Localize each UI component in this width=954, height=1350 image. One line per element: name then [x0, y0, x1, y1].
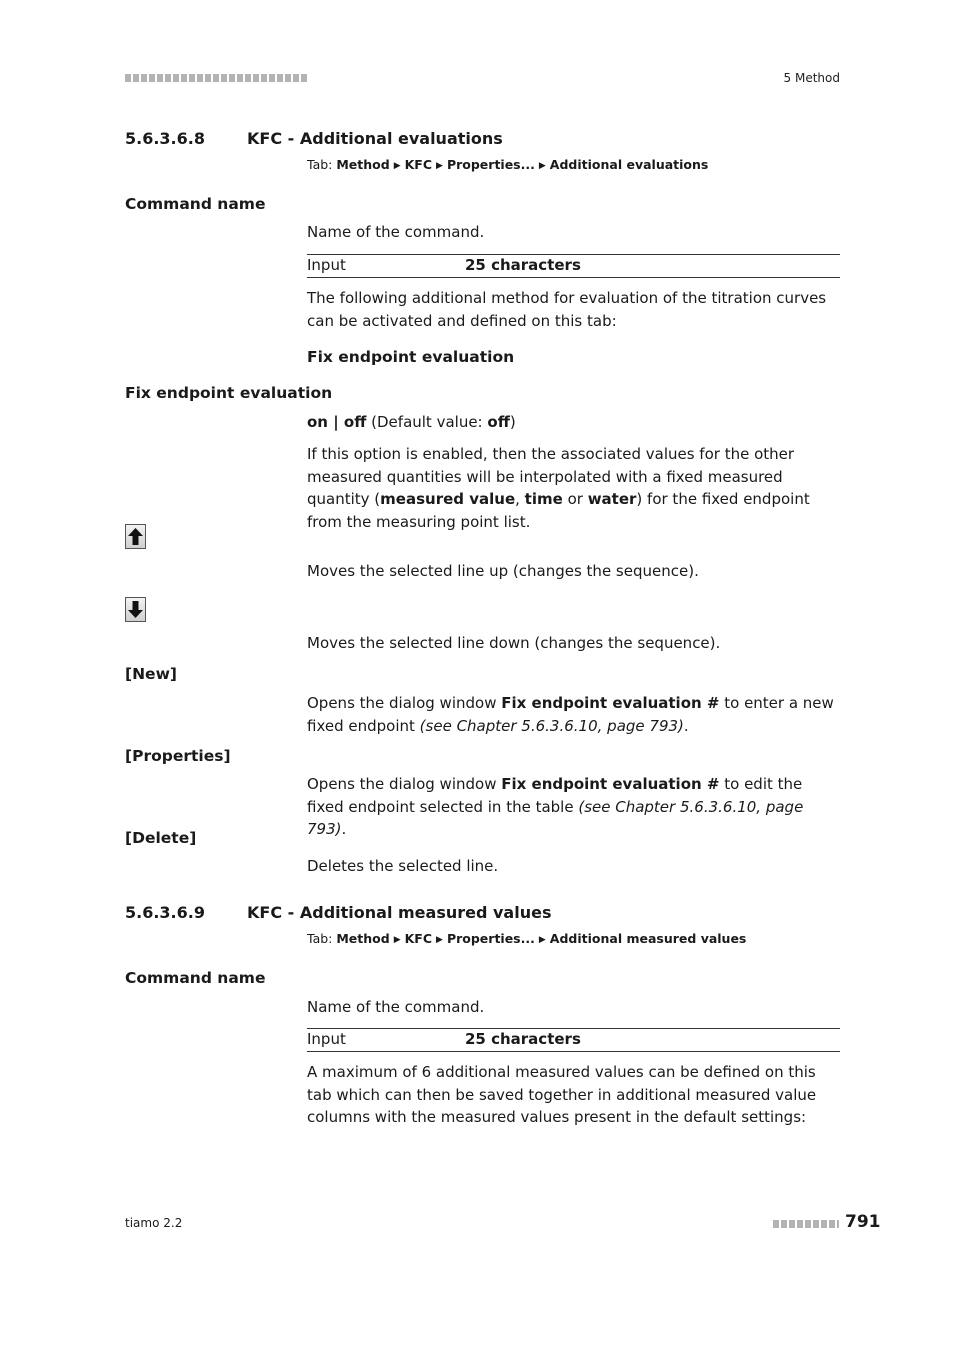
move-down-desc: Moves the selected line down (changes the sequence).	[307, 634, 721, 652]
command-name-label: Command name	[125, 969, 266, 987]
command-name-label: Command name	[125, 195, 266, 213]
delete-button-label: [Delete]	[125, 829, 197, 847]
fix-endpoint-values: on | off (Default value: off)	[307, 413, 516, 431]
section-number: 5.6.3.6.8	[125, 129, 205, 148]
section-intro: The following additional method for evaluation of the titration curves can be activated and defined on this tab:	[307, 289, 827, 330]
footer-decoration	[773, 1220, 839, 1228]
command-name-desc: Name of the command.	[307, 998, 485, 1016]
new-button-desc: Opens the dialog window Fix endpoint evaluation # to enter a new fixed endpoint (see Chapter 5.6.3.6.10, page 793).	[307, 694, 834, 735]
section-title: KFC - Additional evaluations	[247, 129, 503, 148]
move-up-desc: Moves the selected line up (changes the sequence).	[307, 562, 699, 580]
new-button-label: [New]	[125, 665, 177, 683]
header-chapter: 5 Method	[783, 71, 840, 85]
move-down-button[interactable]	[125, 597, 146, 622]
header-decoration	[125, 74, 307, 82]
input-spec-table	[307, 254, 840, 278]
arrow-down-icon	[128, 601, 143, 618]
subheading: Fix endpoint evaluation	[307, 348, 515, 366]
command-name-desc: Name of the command.	[307, 223, 485, 241]
properties-button-desc: Opens the dialog window Fix endpoint evaluation # to edit the fixed endpoint selected in the table (see Chapter 5.6.3.6.10, page 793).	[307, 775, 804, 839]
properties-button-label: [Properties]	[125, 747, 231, 765]
section-number: 5.6.3.6.9	[125, 903, 205, 922]
footer-product: tiamo 2.2	[125, 1216, 183, 1230]
arrow-up-icon	[128, 528, 143, 545]
fix-endpoint-label: Fix endpoint evaluation	[125, 384, 333, 402]
tab-path: Tab: Method ▶ KFC ▶ Properties... ▶ Additional evaluations	[307, 157, 709, 172]
input-value: 25 characters	[465, 256, 581, 274]
section-intro: A maximum of 6 additional measured values can be defined on this tab which can then be saved together in additional measured value columns with the measured values present in the default settings:	[307, 1063, 817, 1127]
page-number: 791	[845, 1212, 881, 1232]
section-title: KFC - Additional measured values	[247, 903, 552, 922]
input-key: Input	[307, 256, 346, 274]
input-spec-table	[307, 1028, 840, 1052]
delete-button-desc: Deletes the selected line.	[307, 857, 499, 875]
input-key: Input	[307, 1030, 346, 1048]
input-value: 25 characters	[465, 1030, 581, 1048]
fix-endpoint-desc: If this option is enabled, then the associated values for the other measured quantities will be interpolated with a fixed measured quantity (measured value, time or water) for the fixed endpoint from the measuring point list.	[307, 445, 810, 532]
tab-path: Tab: Method ▶ KFC ▶ Properties... ▶ Additional measured values	[307, 931, 747, 946]
move-up-button[interactable]	[125, 524, 146, 549]
